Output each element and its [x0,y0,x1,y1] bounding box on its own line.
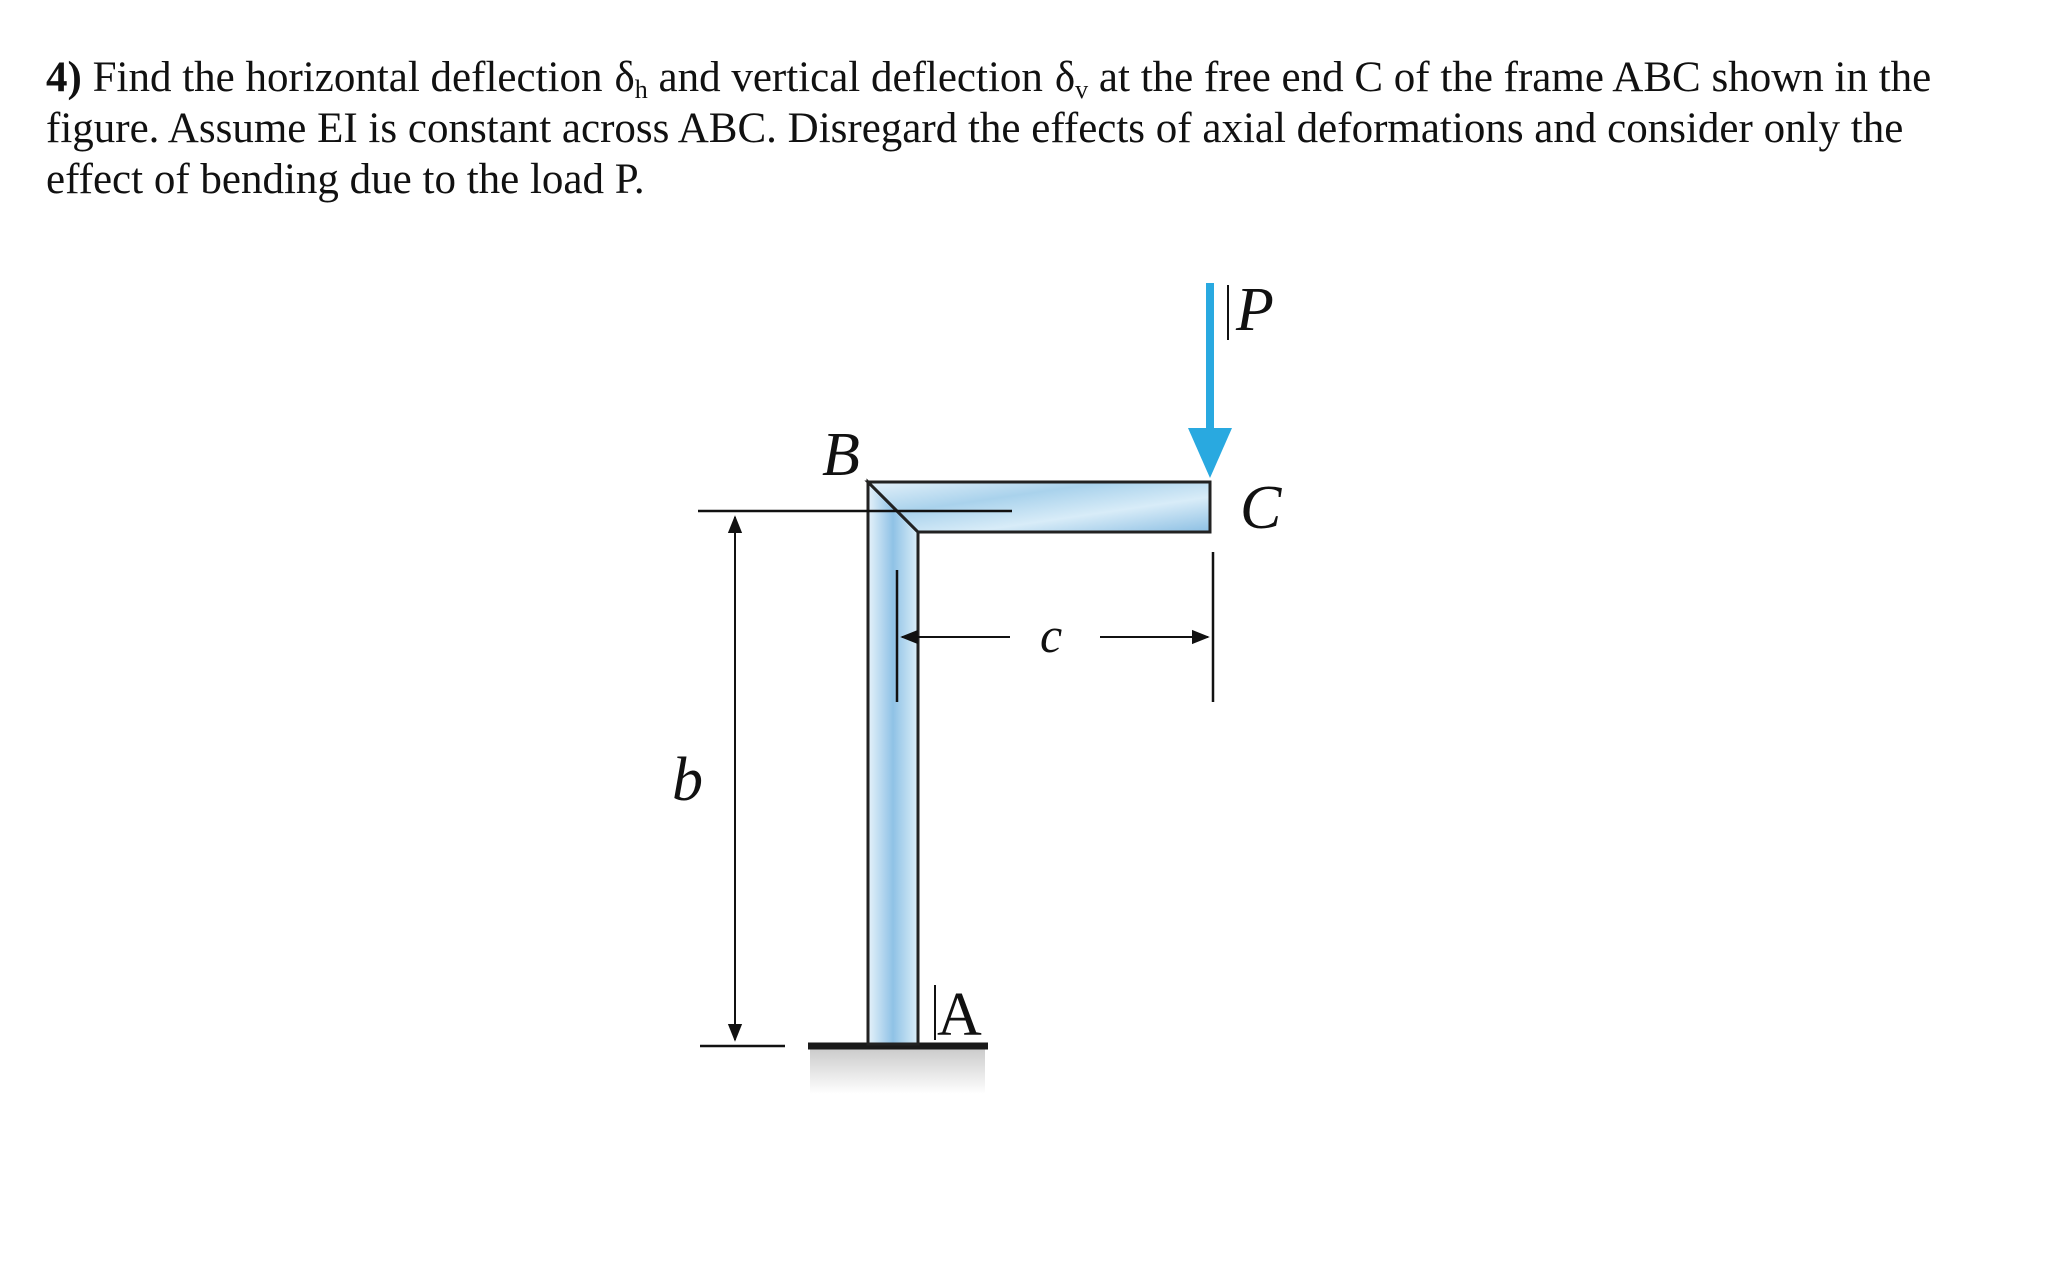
load-arrow-head [1188,428,1232,478]
problem-number: 4) [46,54,82,101]
delta-v-subscript: v [1075,75,1089,104]
column-ab [868,482,918,1044]
problem-text-1: Find the horizontal deflection [92,54,603,101]
delta-v-symbol: $\delta_v$ [1054,54,1089,104]
beam-bc [868,482,1210,532]
label-point-b: B [822,421,860,489]
problem-text-2: and vertical deflection [658,54,1043,101]
label-point-a: A [937,981,982,1049]
label-dim-b: b [672,746,703,814]
label-load-p: P [1236,276,1274,344]
delta-h-subscript: h [634,75,648,104]
label-dim-c: c [1040,607,1063,663]
label-point-c: C [1240,474,1282,542]
ground-shadow [810,1046,985,1094]
delta-h-symbol: $\delta_h$ [614,54,648,104]
problem-text-3: at the free end C of the frame ABC shown in the figure. Assume EI is constant across ABC. Disregard the effects of axial deformations and consider only the effect of bending due to the load P. [46,54,1932,203]
